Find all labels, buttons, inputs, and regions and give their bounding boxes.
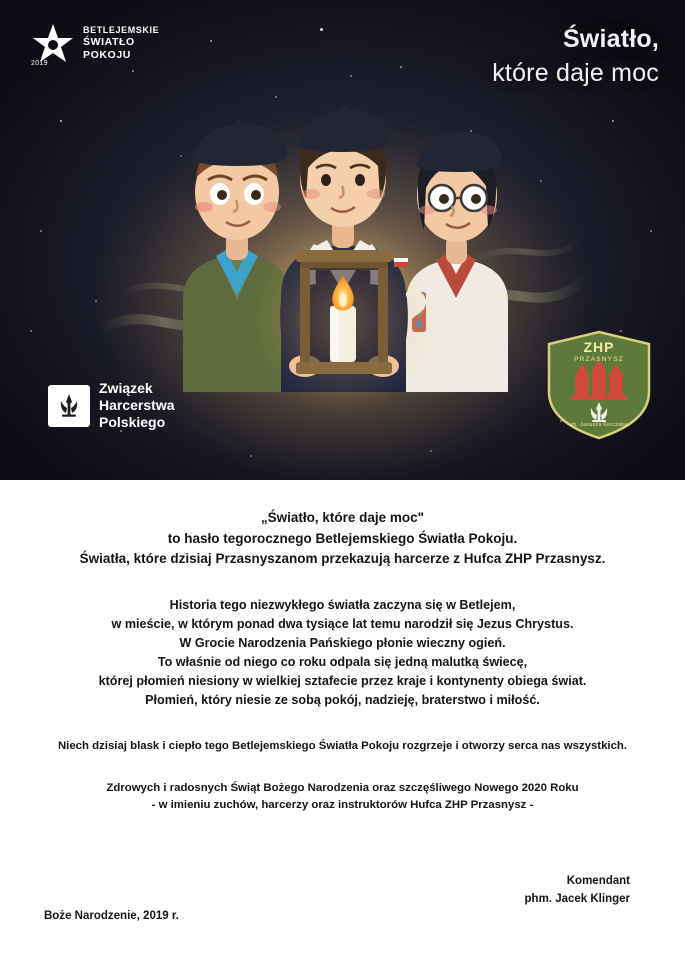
- lantern-icon: [248, 225, 438, 415]
- przasnysz-crest: [545, 330, 653, 440]
- paragraph-greeting: [0, 780, 685, 815]
- signature-name: phm. Jacek Klinger: [524, 893, 630, 906]
- greeting-line-2: - w imieniu zuchów, harcerzy oraz instruktorów Hufca ZHP Przasnysz -: [151, 799, 534, 812]
- paragraph-history: [0, 596, 685, 711]
- bsp-line-3: POKOJU: [83, 48, 131, 61]
- lead-line-2: to hasło tegorocznego Betlejemskiego Światła Pokoju.: [167, 530, 518, 546]
- history-line-4: To właśnie od niego co roku odpala się jedną malutką świecę,: [157, 654, 528, 669]
- crest-footer: im. Janusza Korczaka: [570, 422, 628, 428]
- bsp-logo: [30, 22, 159, 68]
- zhp-logo: [48, 380, 175, 431]
- paragraph-wish: [0, 738, 685, 755]
- bsp-line-2: ŚWIATŁO: [83, 35, 135, 48]
- bsp-logo-text: [83, 22, 159, 62]
- crest-subtitle: PRZASNYSZ: [574, 356, 624, 363]
- history-line-2: w mieście, w którym ponad dwa tysiące lat temu narodził się Jezus Chrystus.: [111, 616, 574, 631]
- letter-body: [0, 480, 685, 960]
- star-icon: [30, 22, 76, 68]
- zhp-line-3: Polskiego: [99, 414, 166, 431]
- greeting-line-1: Zdrowych i radosnych Świąt Bożego Narodzenia oraz szczęśliwego Nowego 2020 Roku: [106, 781, 579, 794]
- poster-headline: [492, 24, 659, 89]
- zhp-line-2: Harcerstwa: [99, 397, 175, 414]
- lead-line-3: Światła, które dzisiaj Przasnyszanom przekazują harcerze z Hufca ZHP Przasnysz.: [79, 551, 606, 567]
- zhp-logo-text: [99, 380, 175, 431]
- paragraph-lead: [0, 508, 685, 570]
- history-line-5: której płomień niesiony w wielkiej sztafecie przez kraje i kontynenty obiega świat.: [98, 674, 587, 689]
- bsp-line-1: BETLEJEMSKIE: [83, 25, 160, 35]
- signature-role: Komendant: [566, 875, 630, 887]
- wish-line-1: Niech dzisiaj blask i ciepło tego Betlejemskiego Światła Pokoju rozgrzeje i otworzy serca nas wszystkich.: [57, 740, 628, 753]
- zhp-lily-icon: [48, 385, 90, 427]
- zhp-line-1: Związek: [99, 380, 153, 396]
- history-line-3: W Grocie Narodzenia Pańskiego płonie wieczny ogień.: [179, 635, 506, 650]
- document-date: Boże Narodzenie, 2019 r.: [44, 910, 179, 922]
- crest-title: ZHP: [583, 339, 615, 355]
- history-line-1: Historia tego niezwykłego światła zaczyna się w Betlejem,: [169, 597, 516, 612]
- signature-block: [525, 872, 630, 909]
- headline-line-1: Światło,: [562, 25, 659, 53]
- lead-line-1: „Światło, które daje moc": [260, 510, 425, 525]
- history-line-6: Płomień, który niesie ze sobą pokój, nadzieję, braterstwo i miłość.: [145, 693, 540, 708]
- bsp-year: 2019: [31, 60, 48, 67]
- headline-line-2: które daje moc: [492, 58, 659, 87]
